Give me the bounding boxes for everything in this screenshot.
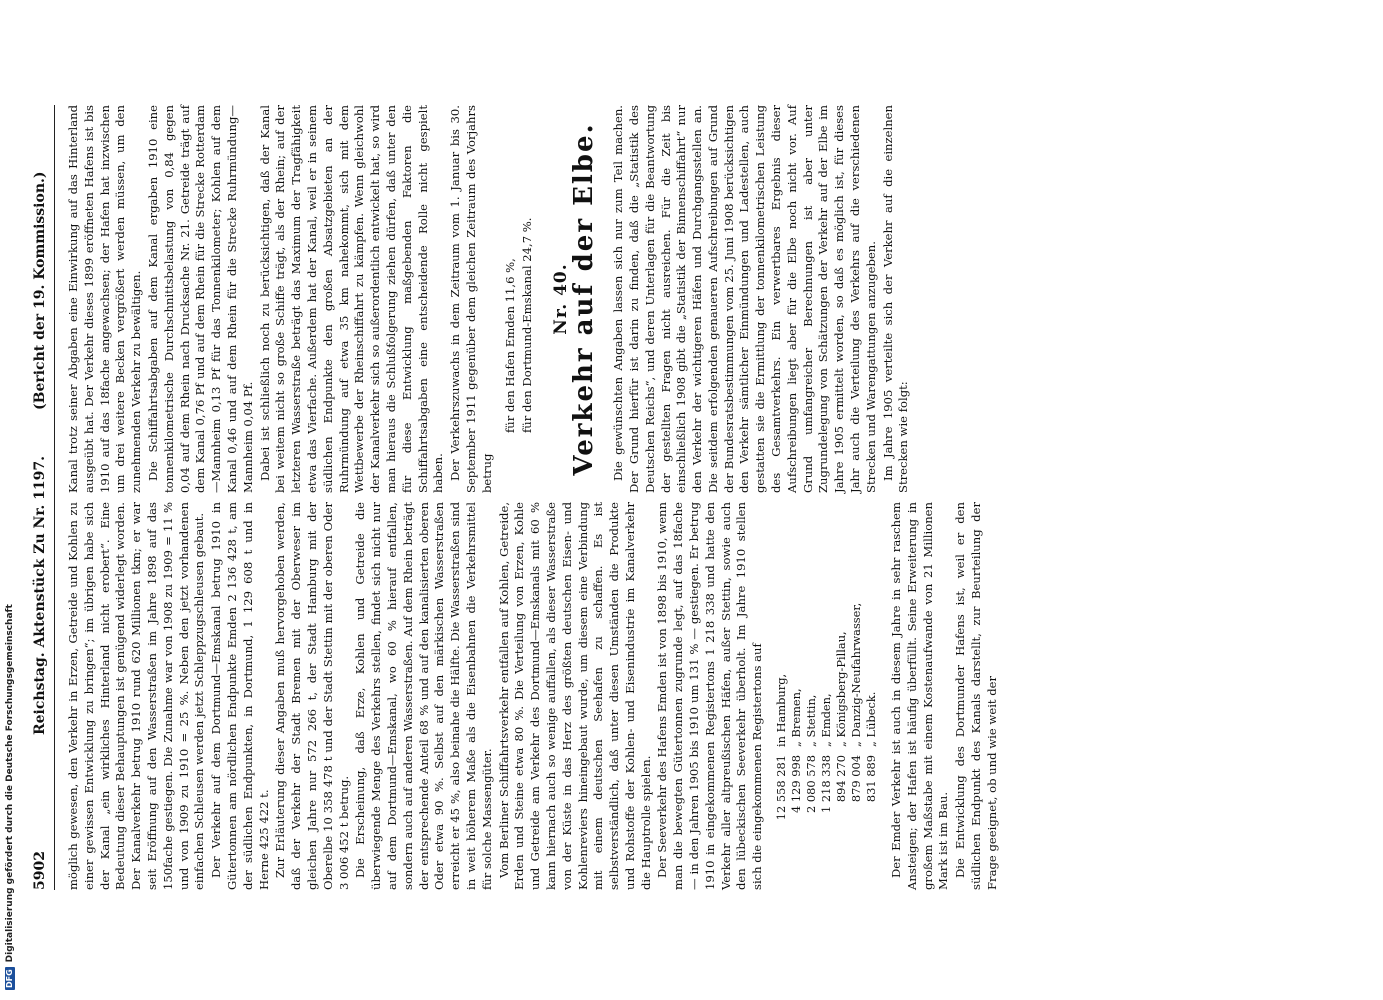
port-name: „ Lübeck. <box>864 691 879 747</box>
list-item <box>849 502 864 850</box>
section-title-header: (Bericht der 19. Kommission.) <box>32 171 48 410</box>
page-number: 5902 <box>32 851 48 890</box>
list-item <box>864 502 879 850</box>
tonnage-value: 879 004 <box>849 755 864 803</box>
paragraph: Der Verkehr auf dem Dortmund—Emskanal betrug 1910 in Gütertonnen am nördlichen Endpunkte Emden 2 136 428 t, am der südlichen Endpunkten, in Dortmund, 1 129 608 t und in Herne 425 422 t. <box>209 502 271 890</box>
port-name: „ Danzig-Neufahrwasser, <box>849 602 864 747</box>
port-name: „ Emden, <box>819 693 834 747</box>
list-item <box>804 502 819 850</box>
paragraph: Zur Erläuterung dieser Angaben muß hervorgehoben werden, daß der Verkehr der Stadt Bremen mit der Oberweser im gleichen Jahre nur 572 266 t, der Stadt Hamburg mit der Oberelbe 10 358 478 t und der Stadt Stettin mit der oberen Oder 3 006 452 t betrug. <box>273 502 351 890</box>
paragraph: Vom Berliner Schiffahrtsverkehr entfallen auf Kohlen, Getreide, Erden und Steine etwa 80 %. Die Verteilung von Erzen, Kohle und Getreide am Verkehr des Dortmund—Emskanals mit 60 % kann hiernach auch so wenige auffallen, als dieser Wasserstraße von der Küste in das Herz des größten deutschen Eisen- und Kohlenreviers hineingebaut wurde, um diesem eine Verbindung mit einem deutschen Seehafen zu schaffen. Es ist selbstverständlich, daß unter diesen Umständen die Produkte und Rohstoffe der Kohlen- und Eisenindustrie im Kanalverkehr die Hauptrolle spielen. <box>496 502 653 890</box>
paragraph: Die Erscheinung, daß Erze, Kohlen und Getreide die überwiegende Menge des Verkehrs stellen, findet sich nicht nur auf dem Dortmund—Emskanal, wo 60 % hierauf entfallen, sondern auch auf anderen Wasserstraßen. Auf dem Rhein beträgt der entsprechende Anteil 68 % und auf den kanalisierten oberen Oder etwa 90 %. Selbst auf den märkischen Wasserstraßen erreicht er 45 %, also beinahe die Hälfte. Die Wasserstraßen sind in weit höherem Maße als die Eisenbahnen die Verkehrsmittel für solche Massengüter. <box>353 502 494 890</box>
paragraph: Im Jahre 1905 verteilte sich der Verkehr auf die einzelnen Strecken wie folgt: <box>880 105 911 493</box>
growth-canal: für den Dortmund-Emskanal 24,7 %. <box>519 217 534 433</box>
paragraph: Die gewünschten Angaben lassen sich nur zum Teil machen. Der Grund hierfür ist darin zu finden, daß die „Statistik des Deutschen Reichs“, und deren Unterlagen für die Beantwortung der gestellten Fragen nicht ausreichen. Für die Zeit bis einschließlich 1908 gibt die „Statistik der Binnenschiffahrt“ nur den Verkehr der wichtigeren Häfen und Durchgangsstellen an. Die seitdem erfolgenden genaueren Aufschreibungen auf Grund der Bundesratsbestimmungen vom 25. Juni 1908 berücksichtigen den Verkehr sämtlicher Einmündungen und Ladestellen, auch gestatten sie die Ermittlung der tonnenkilometrischen Leistung des Gesamtverkehrs. Ein verwertbares Ergebnis dieser Aufschreibungen liegt aber für die Elbe noch nicht vor. Auf Grund umfangreicher Berechnungen ist aber unter Zugrundelegung von Schätzungen der Verkehr auf der Elbe im Jahre 1905 ermittelt worden, so daß es möglich ist, für dieses Jahr auch die Verteilung des Verkehrs auf die verschiedenen Strecken und Warengattungen anzugeben. <box>611 105 878 493</box>
tonnage-value: 4 129 998 <box>789 755 804 813</box>
port-name: „ Stettin, <box>804 694 819 747</box>
digitization-credit <box>5 10 23 990</box>
list-item <box>834 502 849 850</box>
list-item <box>789 502 804 850</box>
list-item <box>774 502 789 850</box>
paragraph: möglich gewesen, den Verkehr in Erzen, Getreide und Kohlen zu einer gewissen Entwicklung zu bringen“; im übrigen habe sich der Kanal „ein wirkliches Hinterland nicht erobert“. Eine Bedeutung dieser Behauptungen ist genügend widerlegt worden. Der Kanalverkehr betrug 1910 rund 620 Millionen tkm; er war seit Eröffnung auf den Wasserstraßen im Jahre 1898 auf das 150fache gestiegen. Die Zunahme war von 1908 zu 1909 = 11 % und von 1909 zu 1910 = 25 %. Neben den jetzt vorhandenen einfachen Schleusen werden jetzt Schleppzugschleusen gebaut. <box>66 502 207 890</box>
paragraph: Der Verkehrszuwachs in dem Zeitraum vom 1. Januar bis 30. September 1911 gegenüber dem gleichen Zeitraum des Vorjahrs betrug <box>448 105 494 493</box>
tonnage-value: 1 218 338 <box>819 755 834 813</box>
paragraph: Dabei ist schließlich noch zu berücksichtigen, daß der Kanal bei weitem nicht so große Schiffe trägt, als der Rhein; auf der letzteren Wasserstraße beträgt das Maximum der Tragfähigkeit etwa das Vierfache. Außerdem hat der Kanal, weil er in seinem südlichen Endpunkte den großen Absatzgebieten an der Ruhrmündung auf etwa 35 km nahekommt, sich mit dem Wettbewerbe der Rheinschiffahrt zu kämpfen. Wenn gleichwohl der Kanalverkehr sich so außerordentlich entwickelt hat, so wird man hieraus die Schlußfolgerung ziehen dürfen, daß unter den für diese Entwicklung maßgebenden Faktoren die Schiffahrtsabgaben eine entscheidende Rolle nicht gespielt haben. <box>257 105 446 493</box>
growth-emden: für den Hafen Emden 11,6 %, <box>502 258 517 433</box>
growth-figures <box>502 105 536 433</box>
section-heading: Verkehr auf der Elbe. <box>569 122 600 476</box>
tonnage-value: 12 558 281 <box>774 755 789 821</box>
port-name: „ Bremen, <box>789 688 804 747</box>
left-column <box>66 502 1002 890</box>
section-number: Nr. 40. <box>550 263 571 335</box>
header-rule <box>54 105 55 890</box>
paragraph: Die Schiffahrtsabgaben auf dem Kanal ergaben 1910 eine tonnenkilometrische Durchschnittsbelastung von 0,84 gegen 0,04 auf dem Rhein nach Drucksache Nr. 21. Getreide trägt auf dem Kanal 0,76 Pf und auf dem Rhein für die Strecke Rotterdam—Mannheim 0,13 Pf für das Tonnenkilometer; Kohlen auf dem Kanal 0,46 und auf dem Rhein für die Strecke Ruhrmündung—Mannheim 0,04 Pf. <box>145 105 255 493</box>
credit-text: Digitalisierung gefördert durch die Deutsche Forschungsgemeinschaft <box>5 604 15 963</box>
dfg-logo: DFG <box>5 969 14 988</box>
publication-title: Reichstag. Aktenstück Zu Nr. 1197. <box>32 455 48 735</box>
page-header <box>28 105 54 890</box>
paragraph: Kanal trotz seiner Abgaben eine Einwirkung auf das Hinterland ausgeübt hat. Der Verkehr dieses 1899 eröffneten Hafens ist bis 1910 auf das 18fache angewachsen; der Hafen hat inzwischen um drei weitere Becken vergrößert werden müssen, um den zunehmenden Verkehr zu bewältigen. <box>66 105 144 493</box>
paragraph: Die Entwicklung des Dortmunder Hafens ist, weil er den südlichen Endpunkt des Kanals darstellt, zur Beurteilung der Frage geeignet, ob und wie weit der <box>953 502 999 890</box>
list-item <box>819 502 834 850</box>
port-name: „ Königsberg-Pillau, <box>834 631 849 747</box>
paragraph: Der Seeverkehr des Hafens Emden ist von 1898 bis 1910, wenn man die bewegten Gütertonnen zugrunde legt, auf das 18fache — in den Jahren 1905 bis 1910 um 131 % — gestiegen. Er betrug 1910 in eingekommenen Registertons 1 218 338 und hatte den Verkehr aller altpreußischen Häfen, außer Stettin, sowie auch den lübeckischen Seeverkehr überholt. Im Jahre 1910 stellen sich die eingekommenen Registertons auf <box>655 502 765 890</box>
tonnage-value: 2 080 578 <box>804 755 819 813</box>
port-tonnage-list <box>774 502 879 850</box>
tonnage-value: 831 889 <box>864 755 879 803</box>
paragraph: Der Emder Verkehr ist auch in diesem Jahre in sehr raschem Ansteigen; der Hafen ist häufig überfüllt. Seine Erweiterung in großem Maßstabe mit einem Kostenaufwande von 21 Millionen Mark ist im Bau. <box>889 502 951 890</box>
right-column <box>66 105 913 493</box>
port-name: in Hamburg, <box>774 673 789 747</box>
tonnage-value: 894 270 <box>834 755 849 803</box>
